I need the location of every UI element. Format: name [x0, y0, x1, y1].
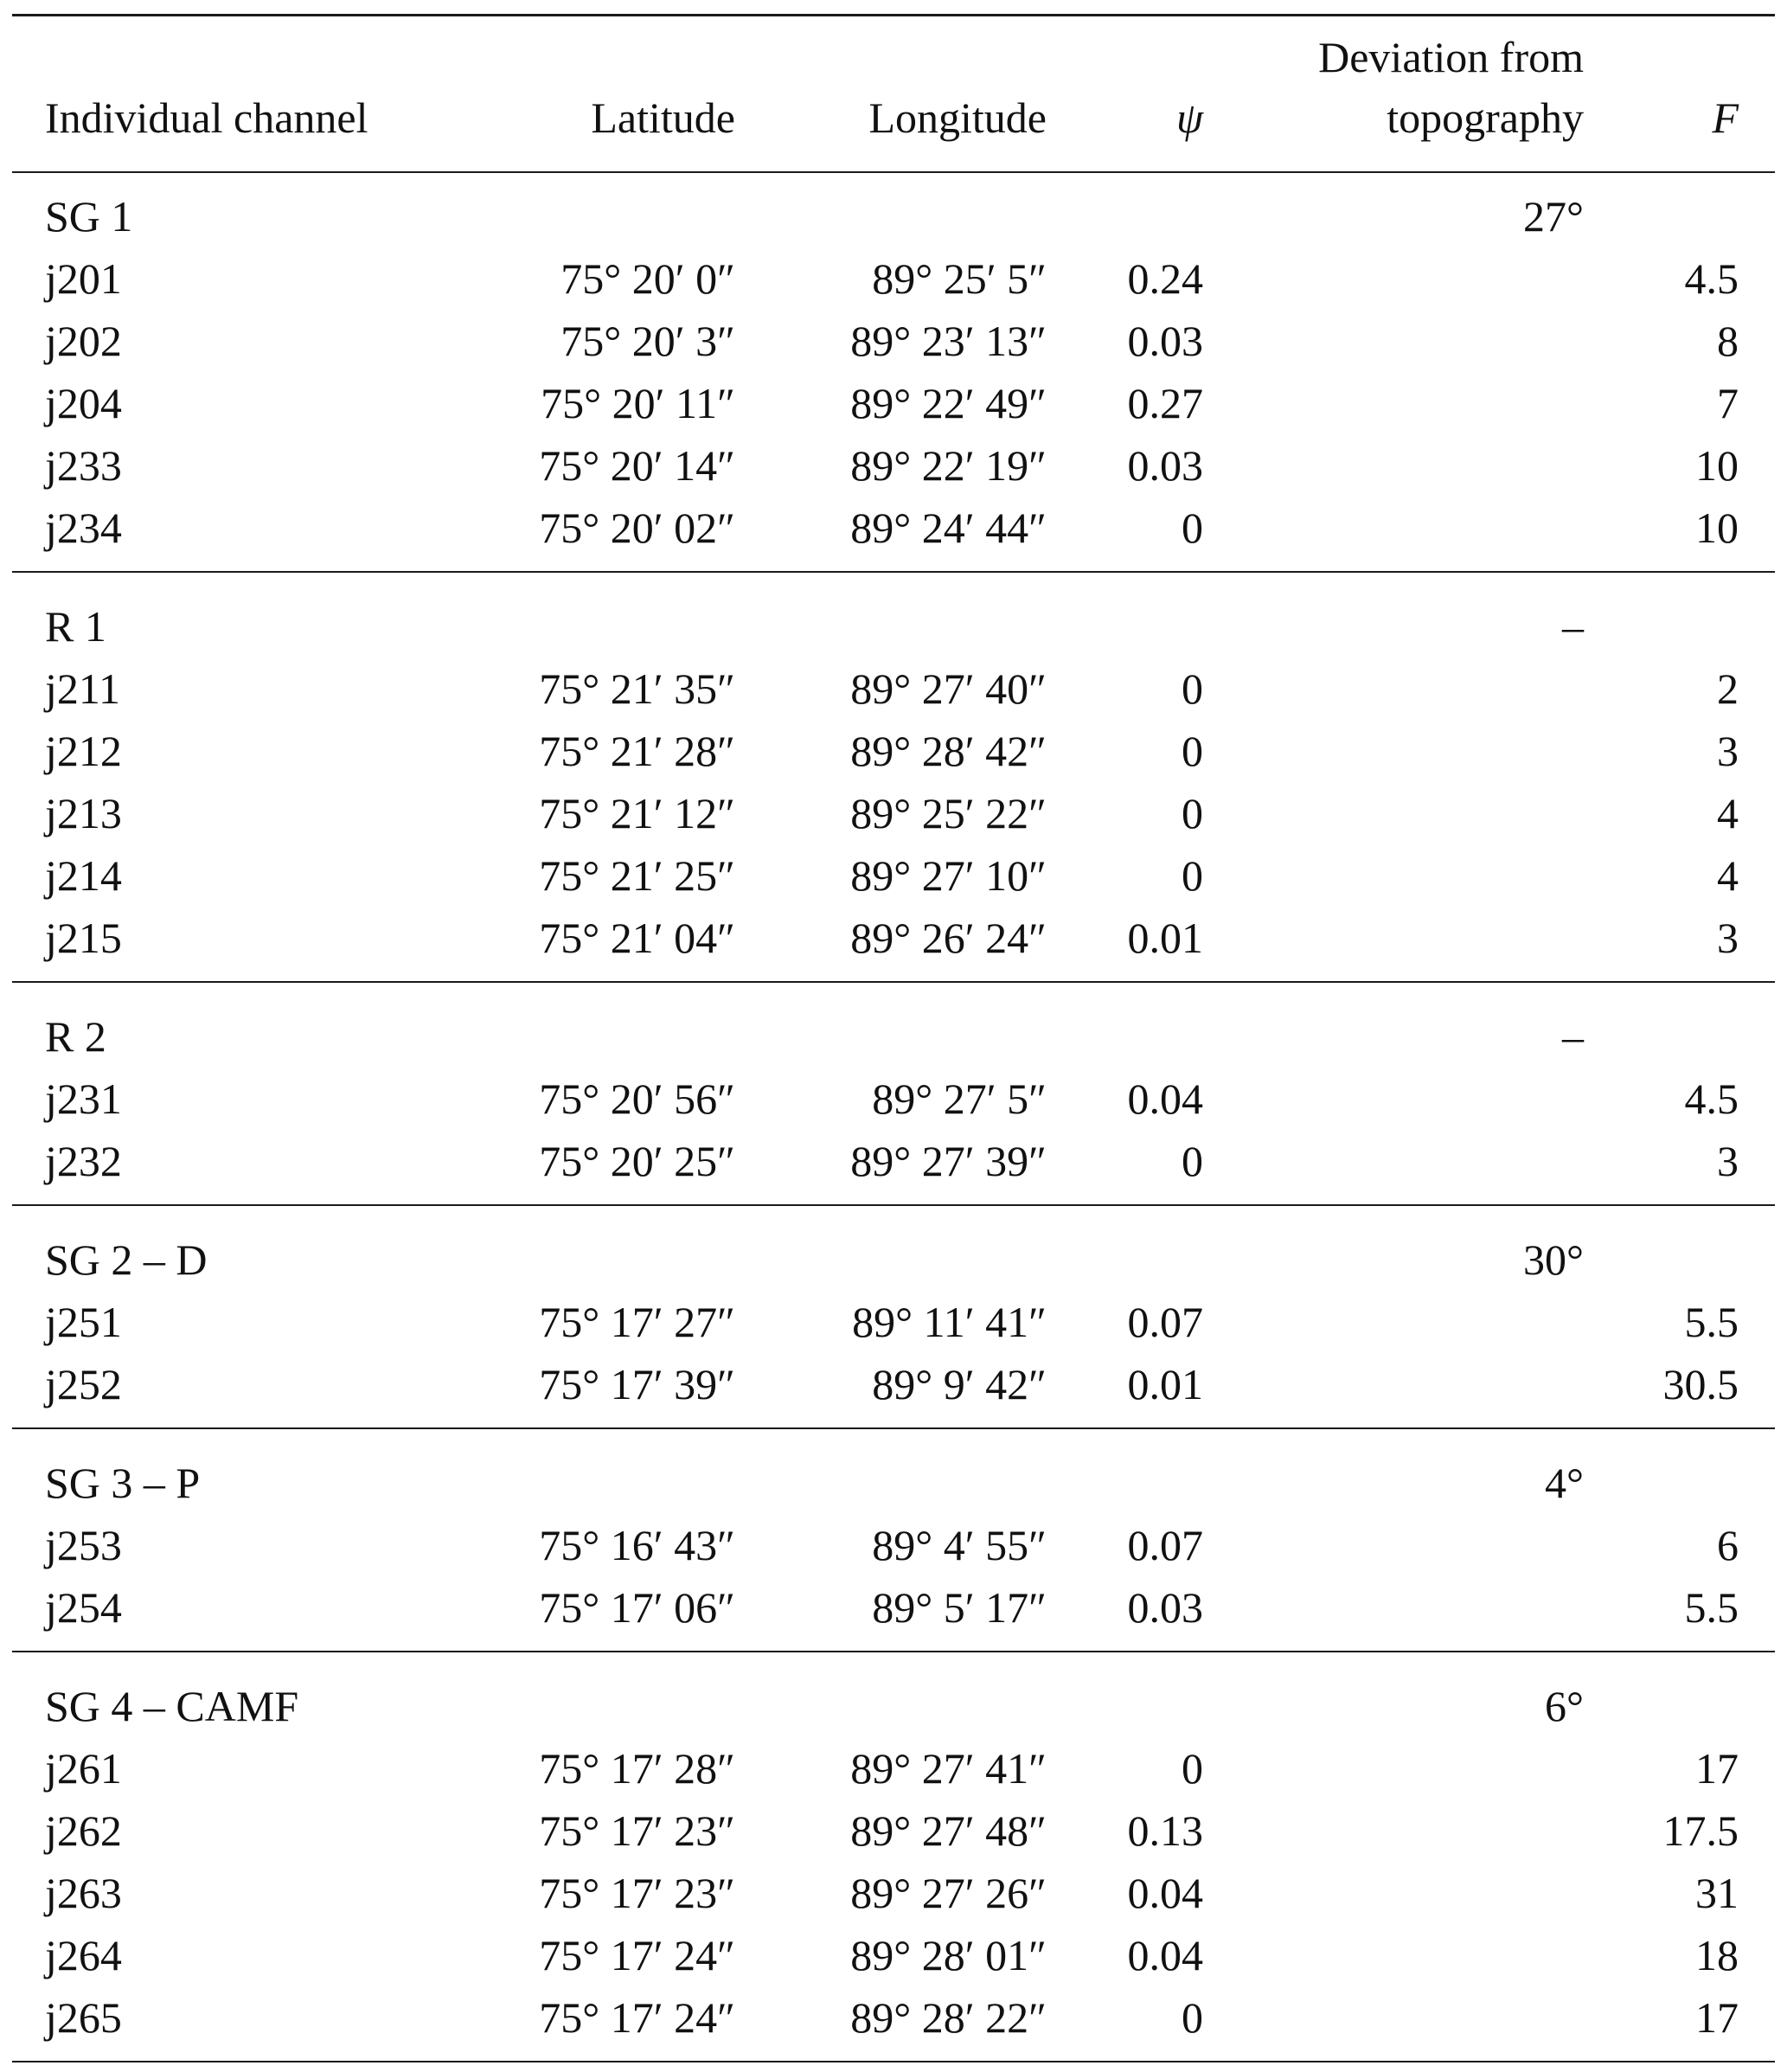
- psi-cell: 0: [1182, 504, 1203, 552]
- col-header-f: F: [1712, 93, 1739, 142]
- f-cell: 17.5: [1662, 1806, 1739, 1855]
- latitude-cell: 75° 20′ 11″: [541, 379, 735, 427]
- latitude-cell: 75° 21′ 04″: [539, 914, 735, 962]
- channel-cell: j213: [45, 789, 122, 837]
- group-header-row: [0, 595, 1787, 658]
- channel-cell: j214: [45, 851, 122, 900]
- longitude-cell: 89° 28′ 01″: [850, 1931, 1047, 1979]
- latitude-cell: 75° 20′ 56″: [539, 1074, 735, 1123]
- channel-cell: j262: [45, 1806, 122, 1855]
- latitude-cell: 75° 17′ 23″: [539, 1806, 735, 1855]
- group-header-row: [0, 1452, 1787, 1514]
- latitude-cell: 75° 20′ 02″: [539, 504, 735, 552]
- channel-cell: j264: [45, 1931, 122, 1979]
- psi-cell: 0.04: [1127, 1931, 1203, 1979]
- group-name: SG 1: [45, 192, 133, 241]
- table-row: [0, 1130, 1787, 1192]
- table-top-rule: [12, 14, 1775, 16]
- table-row: [0, 247, 1787, 310]
- f-cell: 4: [1717, 851, 1739, 900]
- latitude-cell: 75° 17′ 39″: [539, 1360, 735, 1408]
- psi-cell: 0.07: [1127, 1521, 1203, 1569]
- group-deviation: –: [1562, 602, 1584, 651]
- f-cell: 10: [1695, 441, 1739, 490]
- channel-cell: j254: [45, 1583, 122, 1632]
- f-cell: 3: [1717, 914, 1739, 962]
- col-header-deviation-line2: topography: [1387, 93, 1584, 142]
- f-cell: 3: [1717, 1137, 1739, 1185]
- f-cell: 5.5: [1684, 1583, 1739, 1632]
- channel-cell: j234: [45, 504, 122, 552]
- longitude-cell: 89° 4′ 55″: [872, 1521, 1047, 1569]
- table-row: [0, 658, 1787, 720]
- group-name: SG 2 – D: [45, 1235, 208, 1284]
- latitude-cell: 75° 20′ 3″: [560, 317, 735, 365]
- table-row: [0, 310, 1787, 372]
- psi-cell: 0.04: [1127, 1869, 1203, 1917]
- table-row: [0, 1737, 1787, 1799]
- f-cell: 7: [1717, 379, 1739, 427]
- latitude-cell: 75° 21′ 25″: [539, 851, 735, 900]
- channel-cell: j252: [45, 1360, 122, 1408]
- col-header-longitude: Longitude: [868, 93, 1047, 142]
- group-header-row: [0, 1675, 1787, 1737]
- f-cell: 10: [1695, 504, 1739, 552]
- header-bottom-rule: [12, 171, 1775, 173]
- channel-cell: j211: [45, 664, 121, 713]
- channel-cell: j215: [45, 914, 122, 962]
- psi-cell: 0: [1182, 1993, 1203, 2042]
- table-bottom-rule: [12, 2061, 1775, 2062]
- latitude-cell: 75° 20′ 0″: [560, 254, 735, 303]
- psi-cell: 0.01: [1127, 1360, 1203, 1408]
- psi-cell: 0: [1182, 1744, 1203, 1793]
- longitude-cell: 89° 22′ 19″: [850, 441, 1047, 490]
- latitude-cell: 75° 21′ 12″: [539, 789, 735, 837]
- channel-cell: j201: [45, 254, 122, 303]
- table-row: [0, 907, 1787, 969]
- group-header-row: [0, 185, 1787, 247]
- table-row: [0, 782, 1787, 844]
- f-cell: 8: [1717, 317, 1739, 365]
- psi-cell: 0.13: [1127, 1806, 1203, 1855]
- table-row: [0, 497, 1787, 559]
- f-cell: 30.5: [1662, 1360, 1739, 1408]
- group-separator-rule: [12, 981, 1775, 983]
- f-cell: 4.5: [1684, 1074, 1739, 1123]
- psi-cell: 0: [1182, 727, 1203, 775]
- f-cell: 31: [1695, 1869, 1739, 1917]
- group-header-row: [0, 1005, 1787, 1068]
- channel-cell: j263: [45, 1869, 122, 1917]
- f-cell: 17: [1695, 1744, 1739, 1793]
- longitude-cell: 89° 27′ 10″: [850, 851, 1047, 900]
- table-row: [0, 434, 1787, 497]
- latitude-cell: 75° 17′ 28″: [539, 1744, 735, 1793]
- latitude-cell: 75° 17′ 24″: [539, 1931, 735, 1979]
- table-row: [0, 372, 1787, 434]
- longitude-cell: 89° 27′ 5″: [872, 1074, 1047, 1123]
- latitude-cell: 75° 20′ 25″: [539, 1137, 735, 1185]
- group-separator-rule: [12, 1204, 1775, 1206]
- group-name: R 2: [45, 1012, 106, 1061]
- longitude-cell: 89° 28′ 42″: [850, 727, 1047, 775]
- psi-cell: 0.24: [1127, 254, 1203, 303]
- group-deviation: 4°: [1545, 1459, 1584, 1507]
- table-row: [0, 1799, 1787, 1862]
- psi-cell: 0: [1182, 1137, 1203, 1185]
- col-header-deviation-line1: Deviation from: [1318, 33, 1584, 81]
- psi-cell: 0: [1182, 851, 1203, 900]
- longitude-cell: 89° 26′ 24″: [850, 914, 1047, 962]
- group-deviation: 6°: [1545, 1682, 1584, 1730]
- col-header-psi: ψ: [1175, 93, 1203, 142]
- col-header-channel: Individual channel: [45, 93, 368, 142]
- group-name: SG 3 – P: [45, 1459, 201, 1507]
- group-separator-rule: [12, 1427, 1775, 1429]
- channel-cell: j231: [45, 1074, 122, 1123]
- longitude-cell: 89° 27′ 41″: [850, 1744, 1047, 1793]
- psi-cell: 0.03: [1127, 441, 1203, 490]
- psi-cell: 0.03: [1127, 317, 1203, 365]
- f-cell: 17: [1695, 1993, 1739, 2042]
- latitude-cell: 75° 17′ 27″: [539, 1298, 735, 1346]
- latitude-cell: 75° 16′ 43″: [539, 1521, 735, 1569]
- longitude-cell: 89° 27′ 40″: [850, 664, 1047, 713]
- longitude-cell: 89° 25′ 5″: [872, 254, 1047, 303]
- channel-cell: j251: [45, 1298, 122, 1346]
- table-header: [0, 26, 1787, 164]
- channel-cell: j265: [45, 1993, 122, 2042]
- longitude-cell: 89° 28′ 22″: [850, 1993, 1047, 2042]
- longitude-cell: 89° 22′ 49″: [850, 379, 1047, 427]
- group-deviation: 27°: [1523, 192, 1584, 241]
- channel-cell: j253: [45, 1521, 122, 1569]
- group-separator-rule: [12, 571, 1775, 573]
- f-cell: 4: [1717, 789, 1739, 837]
- psi-cell: 0.07: [1127, 1298, 1203, 1346]
- channel-cell: j232: [45, 1137, 122, 1185]
- longitude-cell: 89° 27′ 39″: [850, 1137, 1047, 1185]
- group-header-row: [0, 1228, 1787, 1291]
- group-deviation: –: [1562, 1012, 1584, 1061]
- longitude-cell: 89° 24′ 44″: [850, 504, 1047, 552]
- latitude-cell: 75° 17′ 06″: [539, 1583, 735, 1632]
- latitude-cell: 75° 17′ 24″: [539, 1993, 735, 2042]
- f-cell: 4.5: [1684, 254, 1739, 303]
- longitude-cell: 89° 27′ 26″: [850, 1869, 1047, 1917]
- group-separator-rule: [12, 1651, 1775, 1652]
- channel-cell: j233: [45, 441, 122, 490]
- table-row: [0, 1862, 1787, 1924]
- longitude-cell: 89° 23′ 13″: [850, 317, 1047, 365]
- f-cell: 2: [1717, 664, 1739, 713]
- channel-cell: j261: [45, 1744, 122, 1793]
- psi-cell: 0: [1182, 664, 1203, 713]
- latitude-cell: 75° 20′ 14″: [539, 441, 735, 490]
- f-cell: 18: [1695, 1931, 1739, 1979]
- table-row: [0, 1353, 1787, 1415]
- table-row: [0, 1291, 1787, 1353]
- col-header-latitude: Latitude: [591, 93, 735, 142]
- channel-cell: j204: [45, 379, 122, 427]
- psi-cell: 0.27: [1127, 379, 1203, 427]
- psi-cell: 0: [1182, 789, 1203, 837]
- table-row: [0, 720, 1787, 782]
- latitude-cell: 75° 17′ 23″: [539, 1869, 735, 1917]
- group-deviation: 30°: [1523, 1235, 1584, 1284]
- table-row: [0, 1924, 1787, 1986]
- f-cell: 5.5: [1684, 1298, 1739, 1346]
- group-name: R 1: [45, 602, 106, 651]
- table-row: [0, 1986, 1787, 2049]
- table-row: [0, 1576, 1787, 1639]
- latitude-cell: 75° 21′ 35″: [539, 664, 735, 713]
- psi-cell: 0.04: [1127, 1074, 1203, 1123]
- longitude-cell: 89° 25′ 22″: [850, 789, 1047, 837]
- psi-cell: 0.03: [1127, 1583, 1203, 1632]
- latitude-cell: 75° 21′ 28″: [539, 727, 735, 775]
- longitude-cell: 89° 27′ 48″: [850, 1806, 1047, 1855]
- longitude-cell: 89° 5′ 17″: [872, 1583, 1047, 1632]
- table-row: [0, 1068, 1787, 1130]
- psi-cell: 0.01: [1127, 914, 1203, 962]
- table-row: [0, 844, 1787, 907]
- longitude-cell: 89° 9′ 42″: [872, 1360, 1047, 1408]
- longitude-cell: 89° 11′ 41″: [852, 1298, 1047, 1346]
- channel-cell: j202: [45, 317, 122, 365]
- f-cell: 3: [1717, 727, 1739, 775]
- group-name: SG 4 – CAMF: [45, 1682, 299, 1730]
- table-row: [0, 1514, 1787, 1576]
- channel-cell: j212: [45, 727, 122, 775]
- f-cell: 6: [1717, 1521, 1739, 1569]
